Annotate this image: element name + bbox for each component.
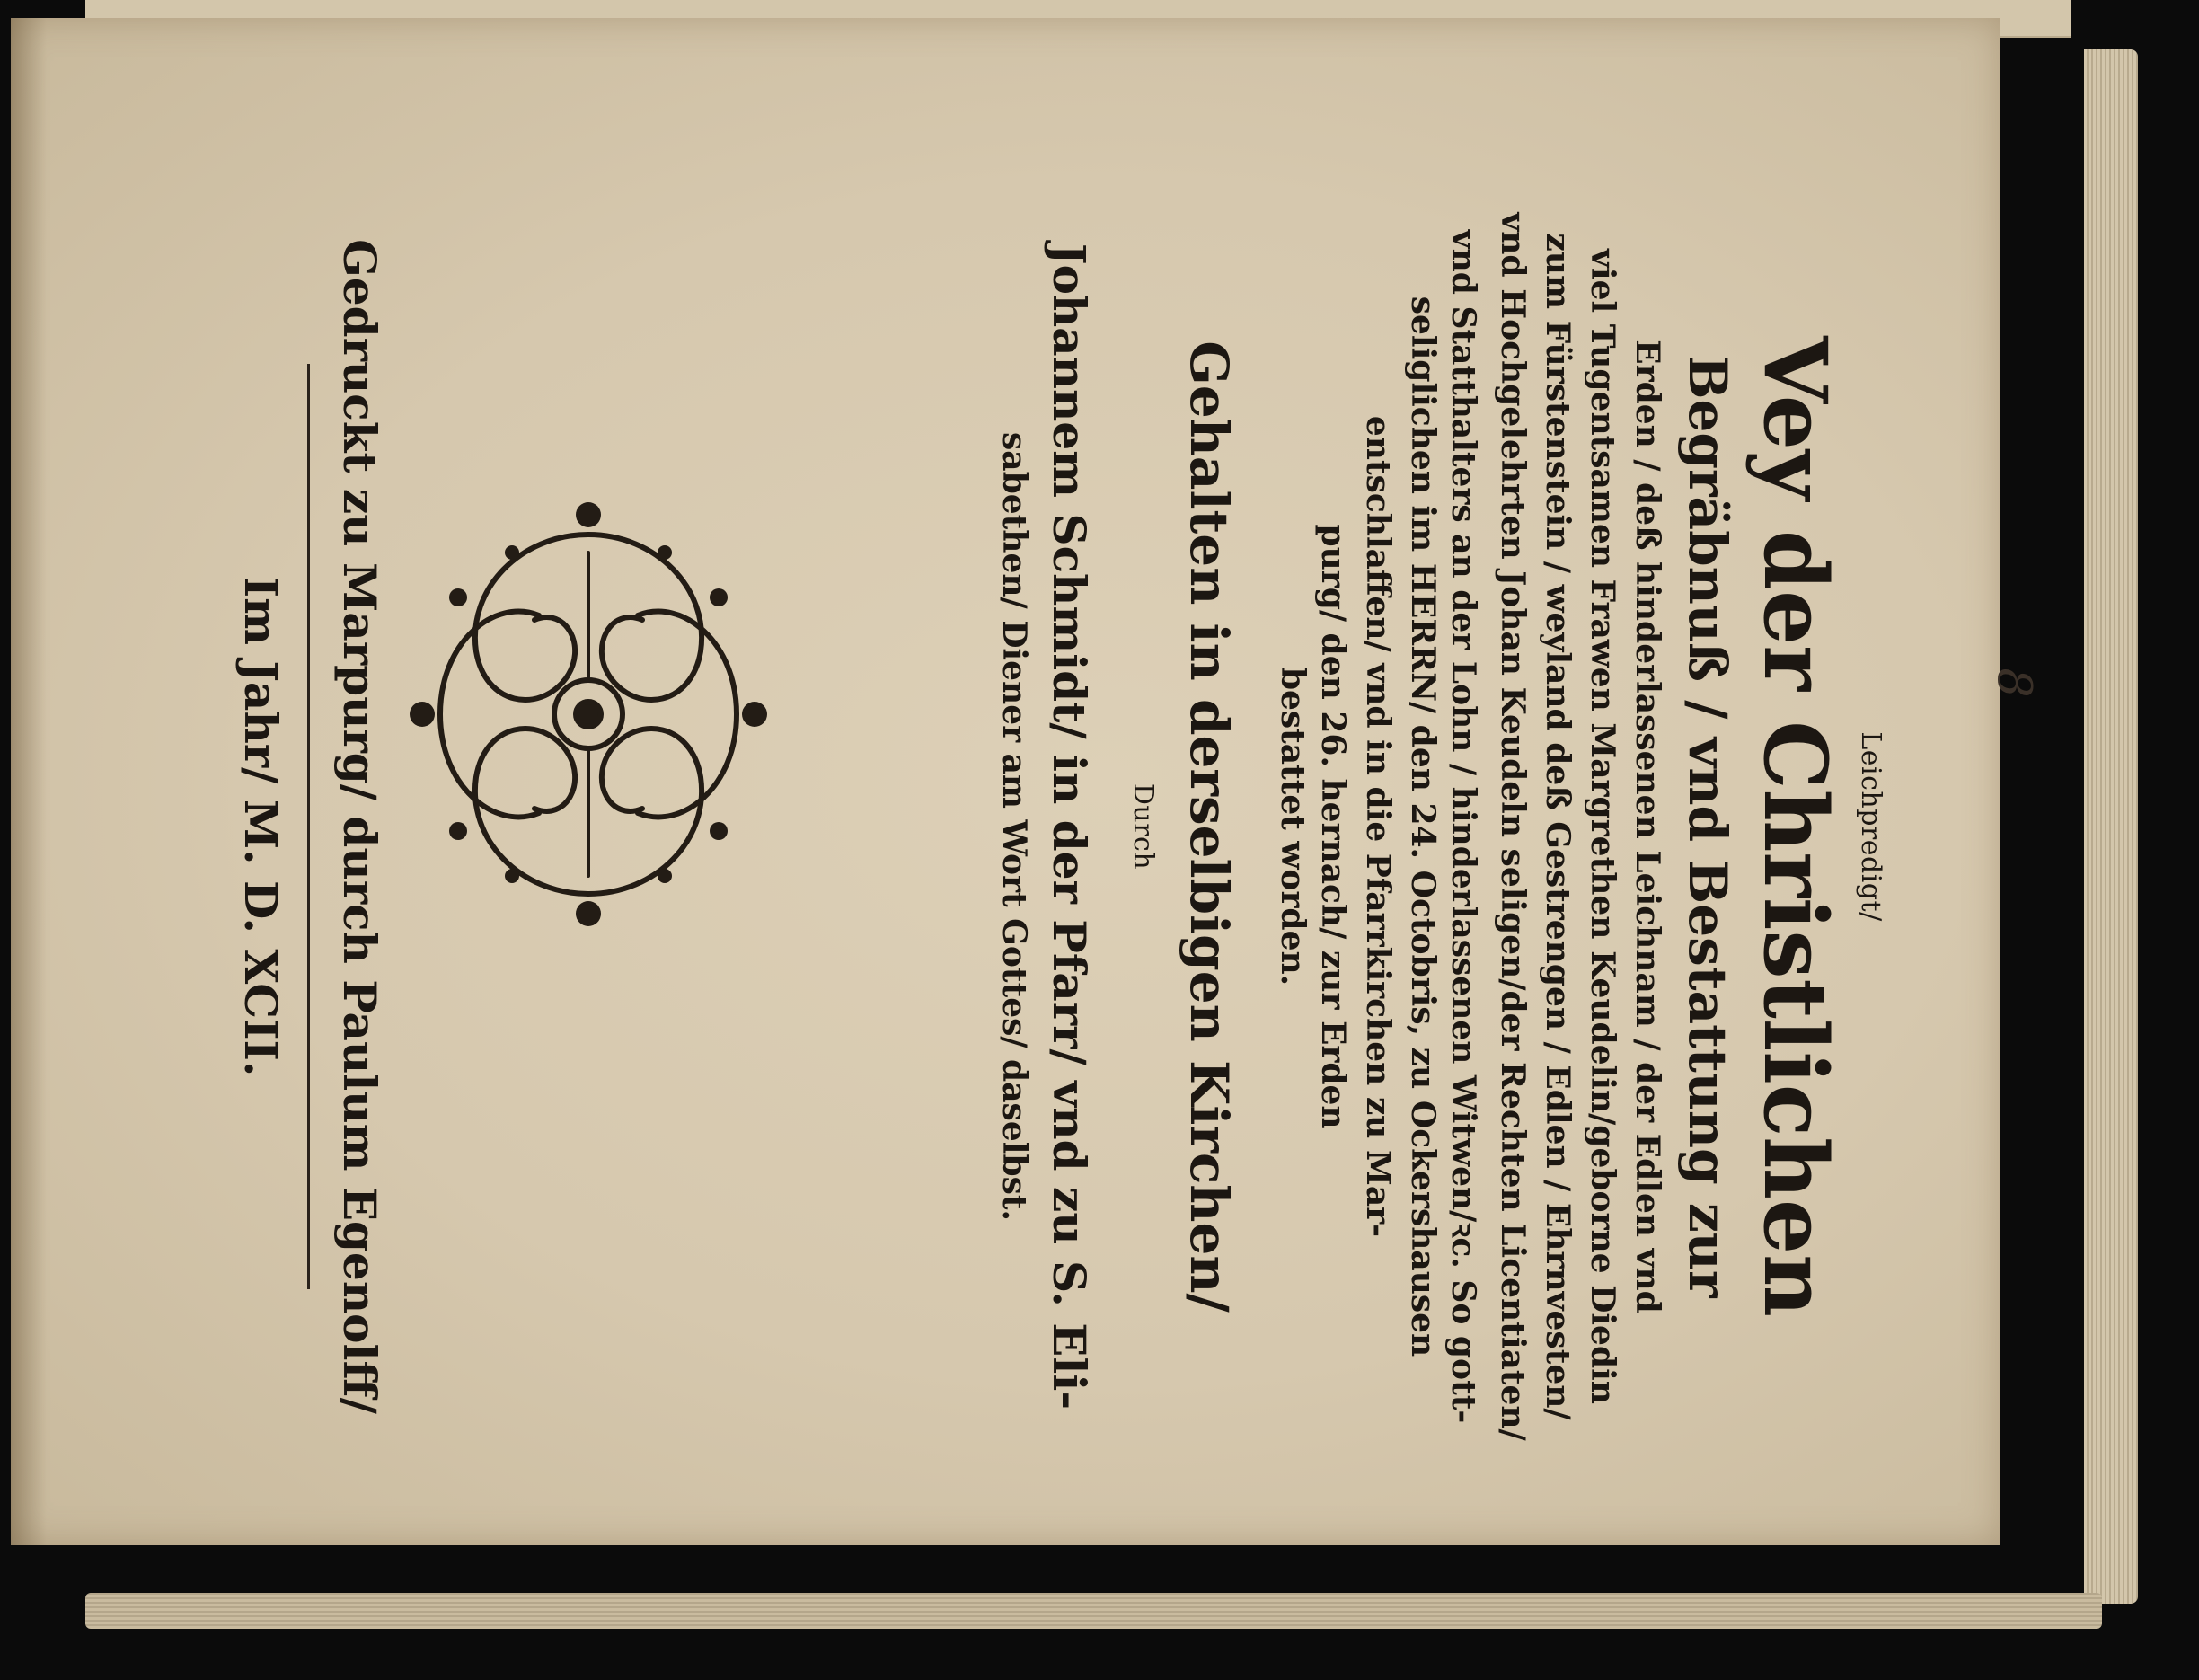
title-line-9: purg/ den 26. hernach/ zur Erden	[1314, 524, 1352, 1129]
kicker: Leichpredigt/	[1855, 731, 1886, 922]
title-line-6: vnd Statthalters an der Lohn / hinderlassenen Witwen/ꝛc. So gott-	[1444, 229, 1482, 1424]
imprint: Gedruckt zu Marpurg/ durch Paulum Egenolff/	[333, 239, 386, 1414]
page-edges-right	[2084, 49, 2138, 1604]
title-line-8: entschlaffen/ vnd in die Pfarrkirchen zu Mar-	[1359, 415, 1397, 1238]
page-number: 8	[1986, 668, 2041, 698]
binding-gutter	[11, 18, 47, 1545]
title-line-1: Begräbnuß / vnd Bestattung zur	[1677, 355, 1738, 1298]
author-role: sabethen/ Diener am Wort Gottes/ daselbst.	[995, 431, 1033, 1221]
held-in: Gehalten in derselbigen Kirchen/	[1179, 340, 1240, 1313]
title-line-7: seliglichen im HERRN/ den 24. Octobris, zu Ockershausen	[1404, 296, 1442, 1357]
title-line-10: bestattet worden.	[1274, 667, 1311, 986]
year: Im Jahr/ M. D. XCII.	[234, 576, 287, 1077]
printers-ornament	[386, 499, 790, 930]
title-line-2: Erden / deß hinderlassenen Leichnam / der Edlen vnd	[1629, 340, 1666, 1313]
imprint-rule	[307, 364, 310, 1289]
durch: Durch	[1127, 783, 1159, 871]
title-line-3: viel Tugentsamen Frawen Margrethen Keudelin/geborne Diedin	[1584, 249, 1621, 1404]
title-line-4: zum Fürstenstein / weyland deß Gestrengen / Edlen / Ehrnvesten/	[1539, 233, 1576, 1420]
title-line-5: vnd Hochgelehrten Johan Keudeln seligen/der Rechten Licentiaten/	[1494, 212, 1532, 1441]
page-edges-bottom	[85, 1593, 2102, 1629]
author: Johannem Schmidt/ in der Pfarr/ vnd zu S. Eli-	[1043, 243, 1096, 1410]
headline: Vey der Christlichen	[1744, 336, 1846, 1317]
